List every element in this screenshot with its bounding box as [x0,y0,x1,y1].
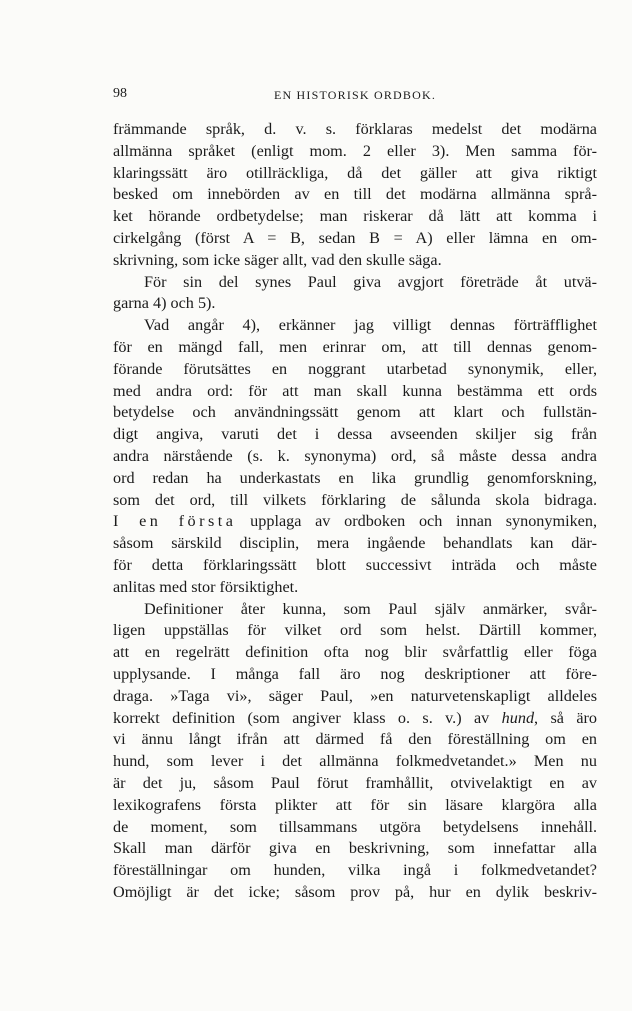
text-line: är det ju, såsom Paul förut framhållit, otvivelaktigt en av [113,773,597,792]
text-line: förande förutsättes en noggrant utarbetad synonymik, eller, [113,359,597,378]
spaced-emphasis: I en första [113,512,237,531]
text-line: För sin del synes Paul giva avgjort företräde åt utvä- [144,272,597,291]
text-line: Vad angår 4), erkänner jag villigt dennas förträfflighet [144,316,597,335]
text-line: som det ord, till vilkets förklaring de sålunda skola bidraga. [113,490,597,509]
text-line: de moment, som tillsammans utgöra betydelsens innehåll. [113,817,597,836]
text-line: draga. »Taga vi», säger Paul, »en naturvetenskapligt alldeles [113,686,597,705]
text-line: andra närstående (s. k. synonyma) ord, så måste dessa andra [113,446,597,465]
running-head: EN HISTORISK ORDBOK. [273,88,437,102]
text-line: korrekt definition (som angiver klass o. s. v.) av hund, så äro [113,708,598,727]
text-line: för detta förklaringssätt blott successivt inträda och måste [113,555,597,574]
text-line: Definitioner åter kunna, som Paul själv anmärker, svår- [144,599,597,618]
text-line: Omöjligt är det icke; såsom prov på, hur en dylik beskriv- [113,882,597,901]
text-line: föreställningar om hunden, vilka ingå i folkmedvetandet? [113,861,597,880]
text-line: skrivning, som icke säger allt, vad den skulle säga. [113,250,442,269]
text-line: för en mängd fall, men erinrar om, att till dennas genom- [113,337,597,356]
text-line: garna 4) och 5). [113,294,216,313]
emphasized-word: hund [501,708,535,727]
page-header [113,86,597,110]
text-line: anlitas med stor försiktighet. [113,577,299,596]
text-line: lexikografens första plikter att för sin läsare klargöra alla [113,795,597,814]
text-line: digt angiva, varuti det i dessa avseenden skiljer sig från [113,425,597,444]
text-line-with-spaced-emphasis [113,511,597,533]
text-line: besked om innebörden av en till det modärna allmänna språ- [113,185,597,204]
text-line: såsom särskild disciplin, mera ingående behandlats kan där- [113,534,597,553]
body-text [113,119,597,904]
text-line: med andra ord: för att man skall kunna bestämma ett ords [113,381,597,400]
text-line: upplysande. I många fall äro nog deskriptioner att före- [113,664,597,683]
page-number: 98 [113,86,127,101]
text-line: ord redan ha underkastats en lika grundlig genomforskning, [113,468,597,487]
text-line: cirkelgång (först A = B, sedan B = A) eller lämna en om- [113,228,597,247]
text-line: klaringssätt äro otillräckliga, då det gäller att giva riktigt [113,163,597,182]
text-line-rest: upplaga av ordboken och innan synonymiken, [250,512,597,531]
text-line: ligen uppställas för vilket ord som helst. Därtill kommer, [113,621,597,640]
text-line: att en regelrätt definition ofta nog blir svårfattlig eller föga [113,643,597,662]
text-line: ket hörande ordbetydelse; man riskerar då lätt att komma i [113,207,597,226]
text-line: Skall man därför giva en beskrivning, som innefattar alla [113,839,597,858]
text-line: vi ännu långt ifrån att därmed få den föreställning om en [113,730,597,749]
text-line: främmande språk, d. v. s. förklaras medelst det modärna [113,120,597,138]
text-line: allmänna språket (enligt mom. 2 eller 3). Men samma för- [113,141,597,160]
text-line: hund, som lever i det allmänna folkmedvetandet.» Men nu [113,752,597,771]
text-line: betydelse och användningssätt genom att klart och fullstän- [113,403,597,422]
